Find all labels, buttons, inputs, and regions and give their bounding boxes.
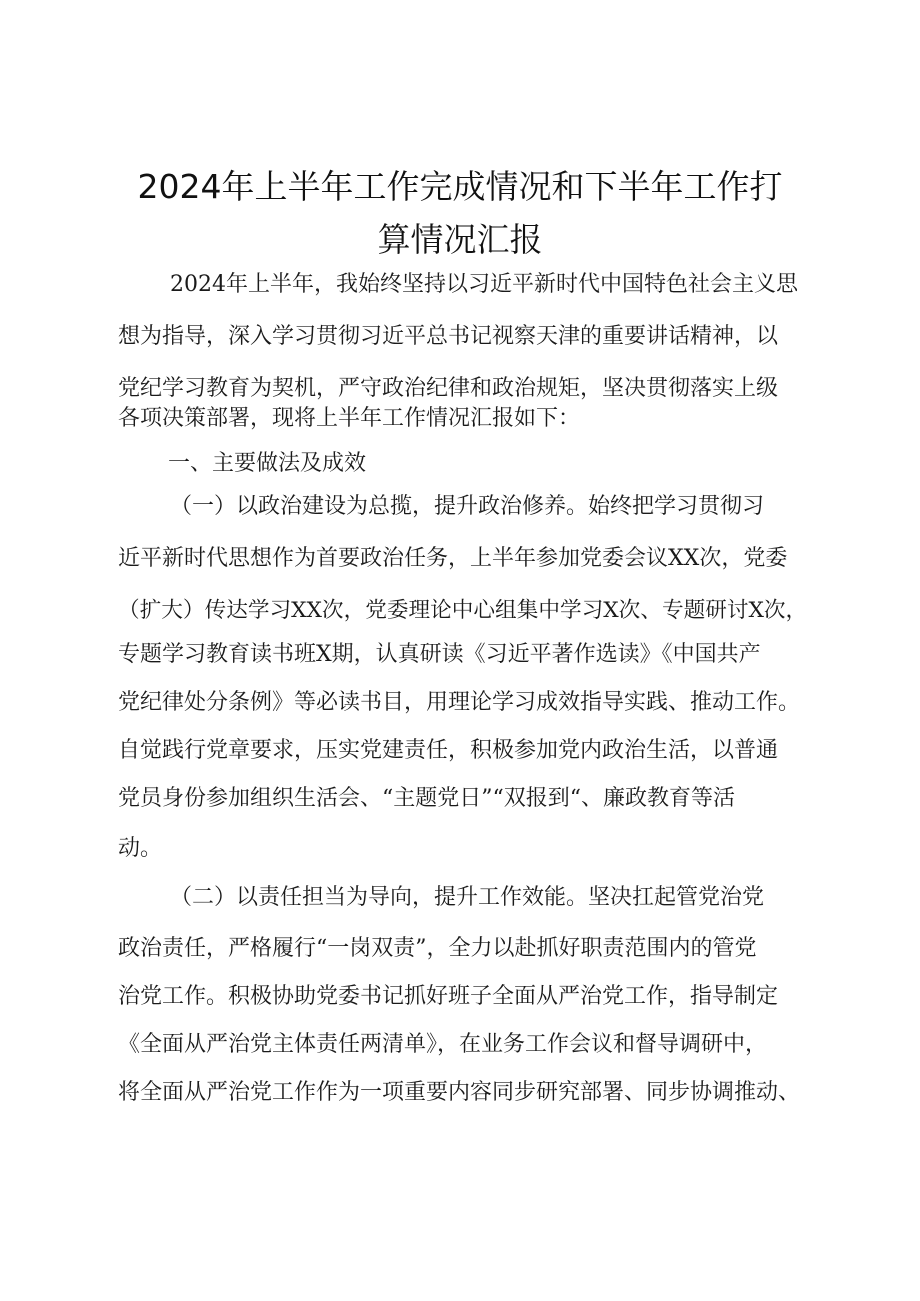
intro-line-4: 各项决策部署，现将上半年工作情况汇报如下：: [118, 406, 581, 431]
item1-line-2: 近平新时代思想作为首要政治任务，上半年参加党委会议XX次，党委: [118, 546, 788, 571]
document-title-line-2: 算情况汇报: [377, 220, 543, 259]
document-title-line-1: 2024年上半年工作完成情况和下半年工作打: [137, 167, 783, 206]
intro-line-2: 想为指导，深入学习贯彻习近平总书记视察天津的重要讲话精神，以: [118, 324, 779, 349]
item1-line-8: 动。: [118, 836, 163, 861]
item1-line-1: （一）以政治建设为总揽，提升政治修养。始终把学习贯彻习: [170, 494, 765, 519]
item2-line-3: 治党工作。积极协助党委书记抓好班子全面从严治党工作，指导制定: [118, 984, 779, 1009]
item2-line-1: （二）以责任担当为导向，提升工作效能。坚决扛起管党治党: [170, 885, 765, 910]
item2-line-5: 将全面从严治党工作作为一项重要内容同步研究部署、同步协调推动、: [118, 1080, 801, 1105]
item1-line-3: （扩大）传达学习XX次，党委理论中心组集中学习X次、专题研讨X次，: [118, 598, 808, 623]
item1-line-4: 专题学习教育读书班X期，认真研读《习近平著作选读》《中国共产: [118, 642, 761, 667]
section-heading: 一、主要做法及成效: [168, 451, 367, 476]
item2-line-4: 《全面从严治党主体责任两清单》，在业务工作会议和督导调研中，: [118, 1032, 768, 1057]
item1-line-6: 自觉践行党章要求，压实党建责任，积极参加党内政治生活，以普通: [118, 738, 779, 763]
intro-line-3: 党纪学习教育为契机，严守政治纪律和政治规矩，坚决贯彻落实上级: [118, 376, 779, 401]
item1-line-5: 党纪律处分条例》等必读书目，用理论学习成效指导实践、推动工作。: [118, 690, 801, 715]
intro-line-1: 2024年上半年，我始终坚持以习近平新时代中国特色社会主义思: [170, 272, 798, 297]
item1-line-7: 党员身份参加组织生活会、“主题党日”“双报到“、廉政教育等活: [118, 786, 735, 811]
item2-line-2: 政治责任，严格履行“一岗双责”，全力以赴抓好职责范围内的管党: [118, 936, 757, 961]
